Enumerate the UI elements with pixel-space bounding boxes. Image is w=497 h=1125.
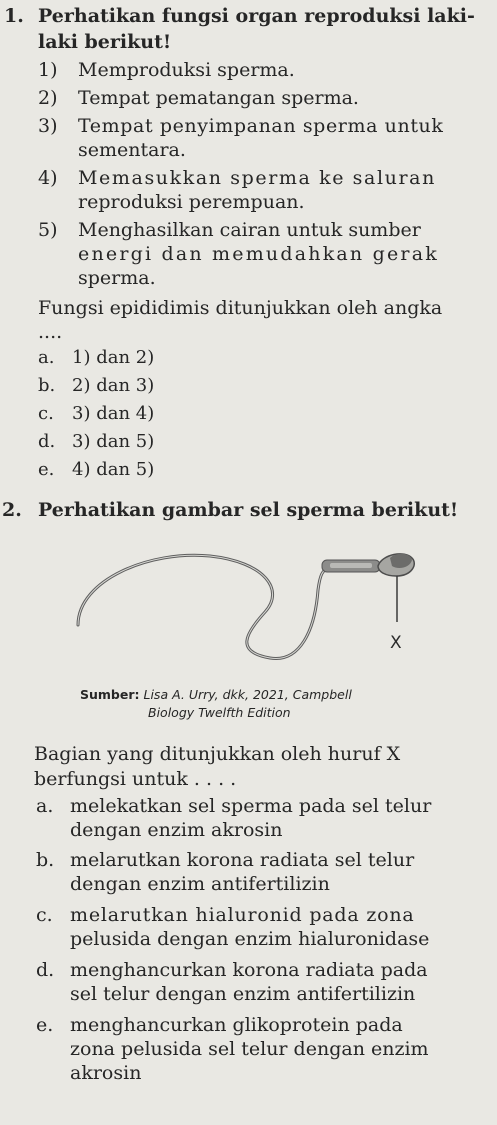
statement-5-text-line-2: energi dan memudahkan gerak [78, 243, 439, 265]
q1-option-c-text: 3) dan 4) [72, 403, 155, 424]
source-label: Sumber: [80, 687, 140, 702]
statement-4-text-line-1: Memasukkan sperma ke saluran [78, 167, 436, 189]
q1-option-a[interactable] [38, 346, 154, 370]
question-1-prompt-line-1: Fungsi epididimis ditunjukkan oleh angka [38, 297, 443, 319]
q2-option-c-line-2: pelusida dengan enzim hialuronidase [70, 928, 430, 950]
statement-5-number: 5) [38, 219, 58, 241]
statement-4-number: 4) [38, 167, 58, 189]
q1-option-c-label: c. [38, 403, 54, 424]
q2-option-e-label: e. [36, 1014, 54, 1036]
q2-option-e-line-3: akrosin [70, 1062, 142, 1084]
q1-option-d-label: d. [38, 431, 56, 452]
question-1-prompt-line-2: .... [38, 321, 63, 343]
figure-label-x: X [390, 633, 402, 653]
statement-3-text-line-2: sementara. [78, 139, 186, 161]
question-1-stem-line-2: laki berikut! [38, 31, 172, 53]
figure-source-line-2 [148, 704, 291, 722]
source-text-2: Biology Twelfth Edition [148, 705, 291, 720]
statement-3-text-line-1: Tempat penyimpanan sperma untuk [78, 115, 444, 137]
question-1-stem-line-1: Perhatikan fungsi organ reproduksi laki- [38, 5, 475, 27]
q1-option-e[interactable] [38, 458, 154, 482]
source-text: Lisa A. Urry, dkk, 2021, Campbell [143, 687, 352, 702]
q2-option-d-line-1: menghancurkan korona radiata pada [70, 959, 428, 981]
question-1-number: 1. [4, 5, 24, 27]
statement-5-text-line-3: sperma. [78, 267, 156, 289]
q2-option-c-line-1: melarutkan hialuronid pada zona [70, 904, 415, 926]
q1-option-d-text: 3) dan 5) [72, 431, 155, 452]
question-2-number: 2. [2, 499, 22, 521]
statement-4-text-line-2: reproduksi perempuan. [78, 191, 305, 213]
q2-option-a-label: a. [36, 795, 54, 817]
statement-1-text: Memproduksi sperma. [78, 59, 295, 81]
q2-option-a-line-1: melekatkan sel sperma pada sel telur [70, 795, 432, 817]
q1-option-a-label: a. [38, 347, 55, 368]
statement-3-number: 3) [38, 115, 58, 137]
question-2-prompt-line-1: Bagian yang ditunjukkan oleh huruf X [34, 743, 401, 765]
q2-option-e-line-2: zona pelusida sel telur dengan enzim [70, 1038, 429, 1060]
q1-option-d[interactable] [38, 430, 154, 454]
statement-2-text: Tempat pematangan sperma. [78, 87, 359, 109]
q2-option-b-line-1: melarutkan korona radiata sel telur [70, 849, 415, 871]
q2-option-b-line-2: dengan enzim antifertilizin [70, 873, 330, 895]
q1-option-c[interactable] [38, 402, 154, 426]
statement-1-number: 1) [38, 59, 58, 81]
question-2-prompt-line-2: berfungsi untuk . . . . [34, 768, 237, 790]
q2-option-d-label: d. [36, 959, 55, 981]
q1-option-b-text: 2) dan 3) [72, 375, 155, 396]
q1-option-e-text: 4) dan 5) [72, 459, 155, 480]
q2-option-c-label: c. [36, 904, 53, 926]
q1-option-b-label: b. [38, 375, 56, 396]
statement-5-text-line-1: Menghasilkan cairan untuk sumber [78, 219, 421, 241]
q2-option-b-label: b. [36, 849, 55, 871]
q1-option-b[interactable] [38, 374, 154, 398]
question-2-stem: Perhatikan gambar sel sperma berikut! [38, 499, 459, 521]
q1-option-a-text: 1) dan 2) [72, 347, 155, 368]
q2-option-e-line-1: menghancurkan glikoprotein pada [70, 1014, 403, 1036]
figure-source-line-1 [80, 686, 352, 704]
q1-option-e-label: e. [38, 459, 55, 480]
q2-option-a-line-2: dengan enzim akrosin [70, 819, 283, 841]
sperm-tail [78, 555, 330, 658]
q2-option-d-line-2: sel telur dengan enzim antifertilizin [70, 983, 416, 1005]
statement-2-number: 2) [38, 87, 58, 109]
